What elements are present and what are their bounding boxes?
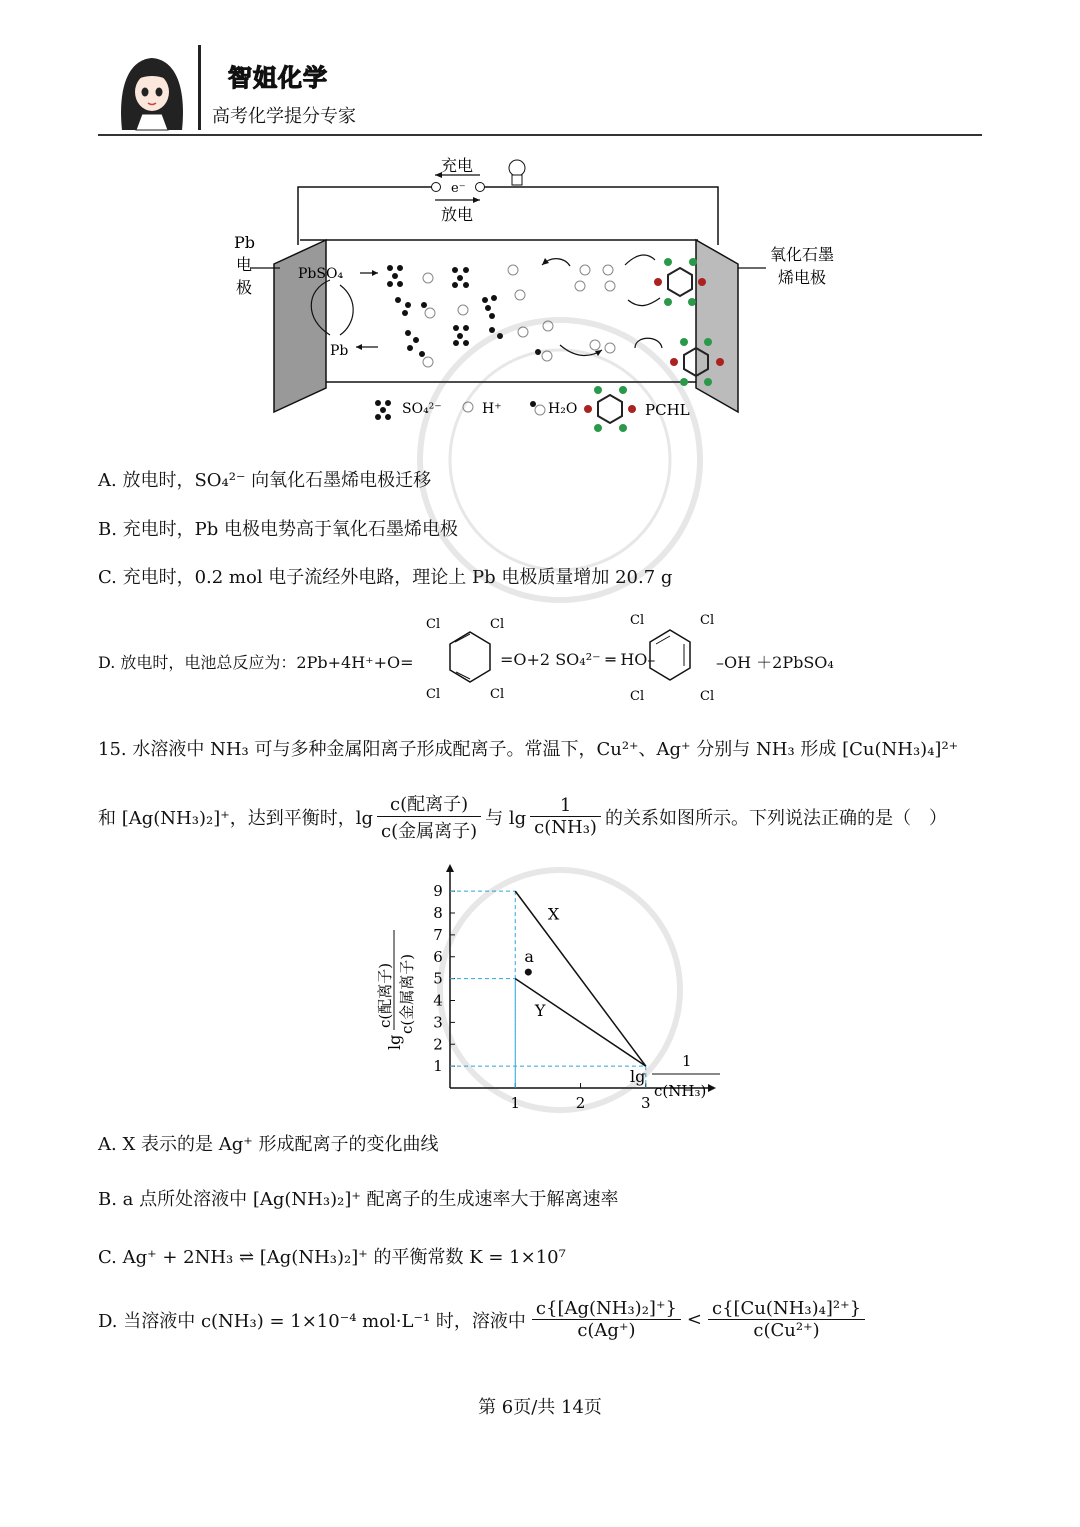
electron-label: e⁻ (451, 181, 466, 196)
fraction-nh3 (530, 795, 601, 838)
legend-h: H⁺ (482, 401, 502, 417)
q14-option-c: C. 充电时，0.2 mol 电子流经外电路，理论上 Pb 电极质量增加 20.7 g (98, 567, 673, 588)
fraction-4-numerator: c{[Cu(NH₃)₄]²⁺} (708, 1298, 865, 1320)
pbso4-label: PbSO₄ (298, 266, 344, 282)
fraction-1-numerator: c(配离子) (377, 790, 481, 817)
charge-label: 充电 (441, 156, 474, 175)
x-tick-label: 1 (510, 1094, 521, 1112)
x-axis-arrow (708, 1084, 716, 1092)
less-than-sign: < (686, 1309, 702, 1330)
y-axis-arrow (446, 864, 454, 872)
y-label-numerator: c(配离子) (376, 962, 394, 1028)
y-tick-label: 6 (433, 947, 443, 966)
q14-option-d-prefix: D. 放电时，电池总反应为：2Pb+4H⁺+O= (98, 653, 414, 672)
fraction-cu-complex (708, 1298, 865, 1341)
y-tick-label: 1 (433, 1057, 443, 1076)
hydroquinone-structure (620, 608, 720, 704)
cl-4: Cl (490, 687, 505, 702)
q15-option-d-a: D. 当溶液中 c(NH₃) = 1×10⁻⁴ mol·L⁻¹ 时，溶液中 (98, 1310, 526, 1332)
pb-label: Pb (330, 343, 349, 359)
left-electrode-1: Pb (234, 233, 256, 252)
y-tick-label: 9 (433, 882, 443, 901)
x-label-prefix: lg (630, 1067, 646, 1086)
legend-pchl: PCHL (645, 401, 690, 419)
point-label-a: a (524, 947, 534, 967)
x-tick-label: 2 (575, 1094, 586, 1112)
y-label-prefix: lg (385, 1034, 404, 1050)
y-label-denominator: c(金属离子) (398, 953, 416, 1034)
q15-line2-a: 和 [Ag(NH₃)₂]⁺，达到平衡时，lg (98, 807, 373, 829)
y-tick-label: 4 (433, 991, 443, 1010)
y-tick-label: 2 (433, 1035, 443, 1054)
series-label-Y: Y (534, 1000, 546, 1020)
y-tick-label: 3 (433, 1013, 443, 1032)
right-electrode-1: 氧化石墨 (770, 245, 835, 264)
y-tick-label: 8 (433, 904, 443, 922)
cl-3: Cl (426, 687, 441, 702)
series-line-Y (515, 979, 646, 1067)
q15-line1: 15. 水溶液中 NH₃ 可与多种金属阳离子形成配离子。常温下，Cu²⁺、Ag⁺ 分别与 NH₃ 形成 [Cu(NH₃)₄]²⁺ (98, 739, 959, 760)
brand-subtitle: 高考化学提分专家 (212, 106, 356, 127)
fraction-4-denominator: c(Cu²⁺) (753, 1320, 820, 1341)
q15-option-a: A. X 表示的是 Ag⁺ 形成配离子的变化曲线 (98, 1134, 439, 1155)
x-tick-label: 3 (641, 1094, 651, 1112)
cl-7: Cl (630, 689, 645, 704)
q14-option-a: A. 放电时，SO₄²⁻ 向氧化石墨烯电极迁移 (98, 470, 432, 491)
q15-line2-c: 的关系如图所示。下列说法正确的是（ ） (604, 807, 947, 829)
legend-h2o: H₂O (548, 401, 578, 417)
q14-option-d-suffix: –OH ＋2PbSO₄ (716, 653, 834, 672)
series-label-X: X (547, 904, 560, 924)
cl-5: Cl (630, 613, 645, 628)
fraction-3-numerator: c{[Ag(NH₃)₂]⁺} (532, 1298, 681, 1320)
fraction-2-numerator: 1 (530, 795, 601, 817)
x-label-denominator: c(NH₃) (654, 1082, 707, 1100)
y-axis-label (376, 930, 416, 1050)
avatar (112, 52, 192, 132)
q14-option-b: B. 充电时，Pb 电极电势高于氧化石墨烯电极 (98, 519, 459, 540)
q15-option-c: C. Ag⁺ + 2NH₃ ⇌ [Ag(NH₃)₂]⁺ 的平衡常数 K = 1×10⁷ (98, 1247, 566, 1268)
cl-2: Cl (490, 617, 505, 632)
battery-diagram (230, 150, 850, 440)
point-a (525, 969, 532, 976)
fraction-2-denominator: c(NH₃) (534, 817, 597, 838)
cl-1: Cl (426, 617, 441, 632)
q14-option-d-mid: =O+2 SO₄²⁻ ═ HO– (500, 650, 656, 669)
y-tick-label: 5 (433, 969, 443, 988)
fraction-3-denominator: c(Ag⁺) (577, 1320, 636, 1341)
header-divider (198, 45, 201, 130)
page-footer: 第 6页/共 14页 (478, 1397, 602, 1418)
q15-line2-b: 与 lg (485, 807, 527, 829)
x-label-numerator: 1 (682, 1052, 692, 1070)
q15-option-b: B. a 点所处溶液中 [Ag(NH₃)₂]⁺ 配离子的生成速率大于解离速率 (98, 1189, 619, 1210)
legend-so4: SO₄²⁻ (402, 401, 442, 417)
fraction-ag-complex (532, 1298, 681, 1341)
fraction-1-denominator: c(金属离子) (381, 821, 478, 842)
fraction-complex-ratio (377, 790, 481, 843)
cl-8: Cl (700, 689, 715, 704)
discharge-label: 放电 (441, 205, 474, 224)
y-tick-label: 7 (433, 925, 443, 944)
header-rule (98, 134, 982, 136)
equilibrium-chart (360, 860, 740, 1120)
left-electrode-2: 电 (236, 255, 253, 274)
right-electrode-2: 烯电极 (778, 268, 827, 287)
brand-title: 智姐化学 (228, 64, 328, 92)
left-electrode-3: 极 (236, 278, 253, 297)
series-line-X (515, 891, 646, 1066)
cl-6: Cl (700, 613, 715, 628)
